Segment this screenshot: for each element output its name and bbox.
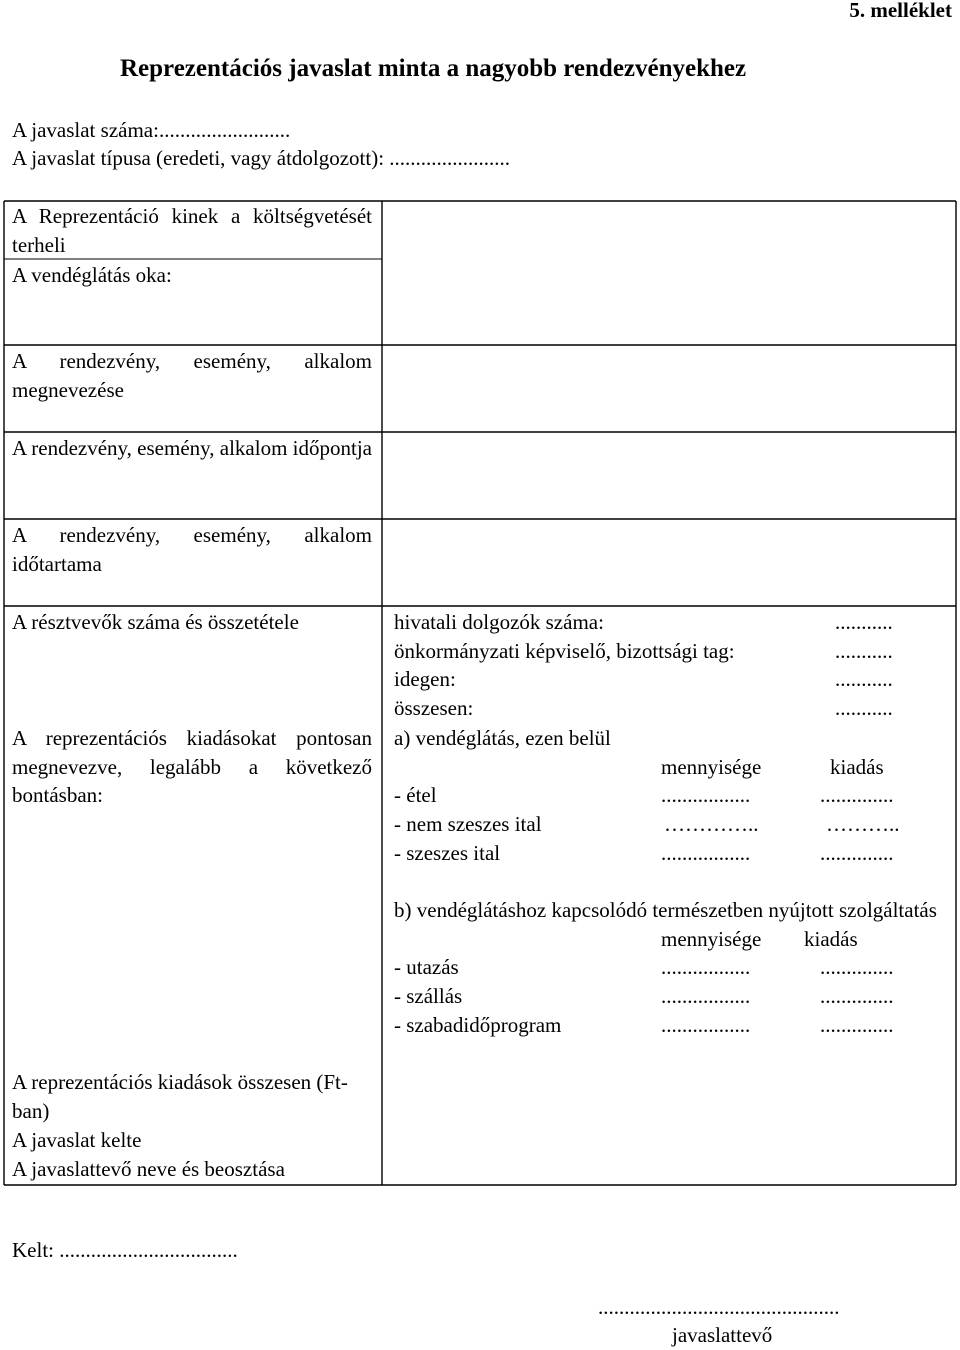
expense-cost: .............. xyxy=(820,783,894,808)
expense-cost: .............. xyxy=(820,984,894,1009)
section-b-column-header xyxy=(394,925,944,954)
event-name-label: A rendezvény, esemény, alkalom megnevezése xyxy=(12,349,372,402)
participants-list xyxy=(394,608,924,723)
participant-row[interactable] xyxy=(394,694,924,723)
expense-quantity: ………….. xyxy=(664,812,759,837)
participant-label: önkormányzati képviselő, bizottsági tag: xyxy=(394,638,735,663)
expense-row[interactable] xyxy=(394,810,934,839)
document-title: Reprezentációs javaslat minta a nagyobb rendezvényekhez xyxy=(120,55,747,82)
signature-line[interactable]: .............................................. xyxy=(598,1295,840,1319)
expense-quantity: ................. xyxy=(661,840,751,865)
expense-quantity: ................. xyxy=(661,783,751,808)
expenses-label: A reprezentációs kiadásokat pontosan megnevezve, legalább a következő bontásban: xyxy=(12,726,372,808)
expense-item-label: - szállás xyxy=(394,984,463,1009)
participant-value: ........... xyxy=(835,610,893,634)
expense-item-label: - étel xyxy=(394,783,437,808)
expense-item-label: - nem szeszes ital xyxy=(394,812,542,837)
section-a-heading: a) vendéglátás, ezen belül xyxy=(394,726,611,750)
section-a xyxy=(394,724,934,867)
quantity-column-label: mennyisége xyxy=(661,926,762,951)
event-duration-label: A rendezvény, esemény, alkalom időtartama xyxy=(12,523,372,576)
date-label: A javaslat kelte xyxy=(12,1128,142,1152)
expense-quantity: ................. xyxy=(661,984,751,1009)
participant-value: ........... xyxy=(835,667,893,692)
section-b-heading: b) vendéglátáshoz kapcsolódó természetben nyújtott szolgáltatás xyxy=(394,898,937,922)
expense-row[interactable] xyxy=(394,1011,944,1040)
quantity-column-label: mennyisége xyxy=(661,754,762,779)
expense-quantity: ................. xyxy=(661,955,751,980)
expense-cost: .............. xyxy=(820,1012,894,1037)
expense-row[interactable] xyxy=(394,982,944,1011)
expense-cost: .............. xyxy=(820,955,894,980)
expense-cost: ……….. xyxy=(826,812,900,837)
proposer-label: A javaslattevő neve és beosztása xyxy=(12,1157,285,1181)
total-label: A reprezentációs kiadások összesen (Ft-ban) xyxy=(12,1070,348,1123)
cost-column-label: kiadás xyxy=(830,754,884,779)
participant-value: ........... xyxy=(835,696,893,721)
event-date-label: A rendezvény, esemény, alkalom időpontja xyxy=(12,436,372,460)
signature-label: javaslattevő xyxy=(672,1323,773,1347)
proposal-number-line[interactable]: A javaslat száma:......................... xyxy=(12,118,291,142)
participant-row[interactable] xyxy=(394,665,924,694)
expense-row[interactable] xyxy=(394,953,944,982)
participant-row[interactable] xyxy=(394,608,924,637)
participant-value: ........... xyxy=(835,638,893,663)
kelt-line[interactable]: Kelt: .................................. xyxy=(12,1238,238,1262)
cost-column-label: kiadás xyxy=(804,926,858,951)
expense-cost: .............. xyxy=(820,840,894,865)
participant-label: idegen: xyxy=(394,667,456,692)
budget-label: A Reprezentáció kinek a költségvetését terheli xyxy=(12,204,372,257)
participant-row[interactable] xyxy=(394,637,924,666)
expense-row[interactable] xyxy=(394,781,934,810)
section-b xyxy=(394,896,944,1039)
participants-label: A résztvevők száma és összetétele xyxy=(12,610,299,634)
expense-row[interactable] xyxy=(394,839,934,868)
expense-item-label: - utazás xyxy=(394,955,459,980)
annex-label: 5. melléklet xyxy=(849,0,952,22)
participant-label: hivatali dolgozók száma: xyxy=(394,610,604,634)
participant-label: összesen: xyxy=(394,696,474,721)
proposal-type-line[interactable]: A javaslat típusa (eredeti, vagy átdolgozott): ....................... xyxy=(12,146,511,170)
expense-item-label: - szeszes ital xyxy=(394,840,501,865)
expense-item-label: - szabadidőprogram xyxy=(394,1012,562,1037)
section-a-column-header xyxy=(394,753,934,782)
reason-label: A vendéglátás oka: xyxy=(12,263,172,287)
expense-quantity: ................. xyxy=(661,1012,751,1037)
